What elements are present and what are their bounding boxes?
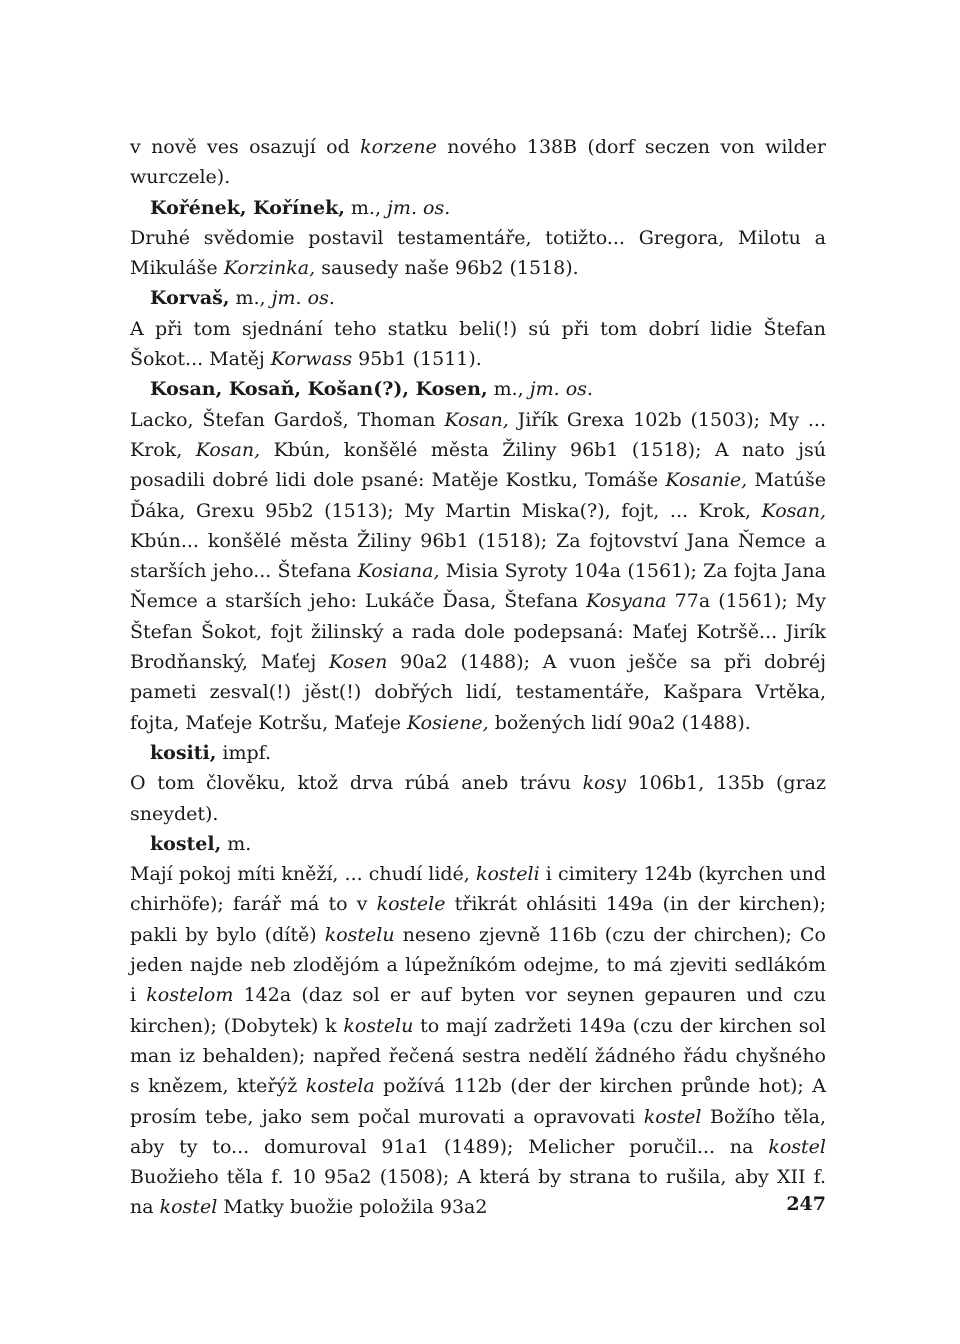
text-segment: Lacko, Štefan Gardoš, Thoman [130,408,445,431]
italic-form: kostelu [343,1014,414,1037]
entry-text [130,859,826,1223]
italic-form: jm. os. [387,196,451,219]
text-segment: i cimitery 124b (kyrchen und chirhöfe); farář má to v [130,863,826,916]
italic-form: kostelu [324,923,395,946]
italic-form: jm. os. [271,287,335,310]
italic-form: kosy [582,772,627,795]
entry-headword [130,193,826,223]
entry-text [130,223,826,284]
text-segment: to mají zadržeti 149a (czu der kirchen sol man iz behalden); napřed řečená sestra nedělí žádného řádu chyšného s knězem, kteřýž [130,1014,826,1098]
text-segment: Jiřík Grexa 102b (1503); My ... Krok, [130,408,827,461]
text-segment: božených lidí 90a2 (1488). [488,711,751,734]
italic-form: kostel [159,1196,218,1219]
text-segment: Kbún... konšělé města Žiliny 96b1 (1518); Za fojtovství Jana Ňemce a starších jeho... Štefana [130,529,826,583]
italic-form: Kosan, [761,499,826,522]
headword-term: Korvaš, [150,287,230,310]
text-segment: Matky buožie položila 93a2 [217,1196,488,1219]
text-segment: Božího těla, aby ty to... domuroval 91a1 (1489); Melicher poručil... na [130,1105,826,1158]
text-segment: požívá 112b (der der kirchen průnde hot); A prosím tebe, jako sem počal murovati a opravovati [130,1075,826,1128]
text-segment: m., [229,287,272,310]
text-segment: sausedy naše 96b2 (1518). [315,257,579,280]
text-segment: m. [221,832,252,855]
italic-form: Kosen [329,651,388,674]
italic-form: Korwass [270,348,353,371]
italic-form: kostel [768,1135,826,1158]
entry-text [130,405,826,738]
entry-headword [130,283,826,313]
entry-text [130,768,826,829]
text-segment: 95b1 (1511). [352,348,482,371]
text-segment: Matúše Ďáka, Grexu 95b2 (1513); My Martin Miska(?), fojt, ... Krok, [130,469,826,522]
text-segment: m., [487,378,530,401]
dictionary-page-body [130,132,826,1223]
italic-form: kostela [305,1075,375,1098]
text-segment: O tom člověku, ktož drva rúbá aneb trávu [130,772,583,795]
entry-headword [130,829,826,859]
headword-term: kositi, [150,741,217,764]
italic-form: kosteli [475,863,540,886]
text-segment: impf. [216,741,272,764]
italic-form: kostele [376,893,446,916]
text-segment: třikrát ohlásiti 149a (in der kirchen); pakli by bylo (dítě) [130,893,826,946]
italic-form: Kosan, [195,438,261,461]
entry-headword [130,738,826,768]
italic-form: Kosiana, [357,560,440,583]
text-segment: A při tom sjednání teho statku beli(!) sú při tom dobrí lidie Štefan Šokot... Matěj [130,317,826,371]
italic-form: jm. os. [529,378,593,401]
italic-form: Korzinka, [223,257,316,280]
headword-term: Kořének, Kořínek, [150,196,345,219]
entry-text [130,132,826,193]
italic-form: Kosyana [586,590,667,613]
text-segment: Druhé svědomie postavil testamentáře, totižto... Gregora, Milotu a Mikuláše [130,226,826,280]
headword-term: Kosan, Kosaň, Košan(?), Kosen, [150,378,488,401]
text-segment: Mají pokoj míti kněží, ... chudí lidé, [130,863,476,886]
text-segment: 90a2 (1488); A vuon ješče sa při dobréj pameti zesval(!) jěst(!) dobřých lidí, testamentáře, Kašpara Vrtěka, fojta, Maťeje Kotršu, Maťeje [130,651,826,734]
italic-form: kostel [643,1105,702,1128]
text-segment: neseno zjevně 116b (czu der chirchen); Co jeden najde neb zlodějóm a lúpežníkóm odejme, to má zjeviti sedlákóm i [130,923,826,1007]
text-segment: v nově ves osazují od [130,136,361,158]
headword-term: kostel, [150,832,222,855]
entry-text [130,314,826,375]
text-segment: Kbún, konšělé města Žiliny 96b1 (1518); A nato jsú posadili dobré lidi dole psané: Matěje Kostku, Tomáše [130,438,826,492]
text-segment: m., [344,196,388,219]
text-segment: nového 138B (dorf seczen von wilder wurczele). [130,136,826,189]
text-segment: 77a (1561); My Štefan Šokot, fojt žilinský a rada dole podepsaná: Maťej Kotršě... Jirík Brodňanský, Maťej [130,590,826,674]
italic-form: korzene [360,136,437,158]
text-segment: 106b1, 135b (graz sneydet). [130,772,826,825]
text-segment: 142a (daz sol er auf byten vor seynen gepauren und czu kirchen); (Dobytek) k [130,984,826,1037]
page-number: 247 [786,1193,826,1215]
text-segment: Misia Syroty 104a (1561); Za fojta Jana Ňemce a starších jeho: Lukáče Ďasa, Štefana [130,560,827,613]
text-segment: Buožieho těla f. 10 95a2 (1508); A která by strana to rušila, aby XII f. na [130,1166,826,1219]
entry-headword [130,374,826,404]
italic-form: Kosiene, [406,711,489,734]
italic-form: Kosanie, [665,469,748,492]
italic-form: kostelom [146,984,234,1007]
italic-form: Kosan, [444,408,509,431]
